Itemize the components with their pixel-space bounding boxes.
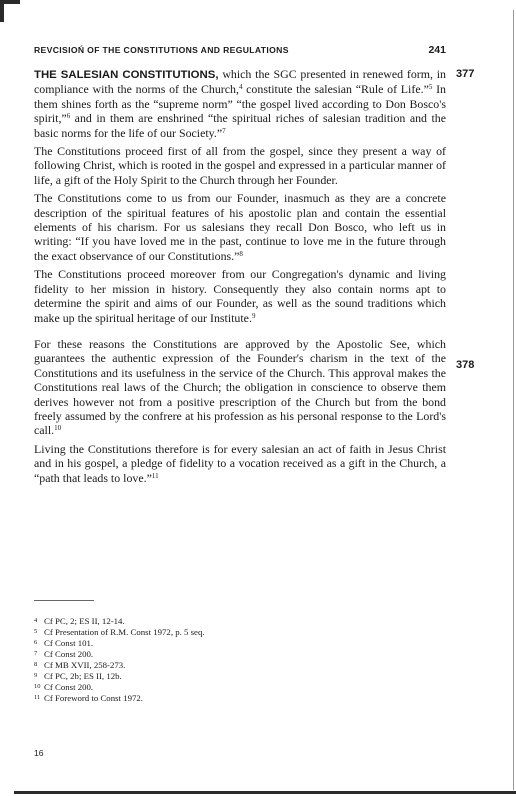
margin-number-377: 377 [456, 68, 475, 80]
paragraph-text: and in them are enshrined “the spiritual riches of salesian tradition and the basic norms for the life of our Society.” [34, 111, 446, 140]
footnote-text: Cf PC, 2b; ES II, 12b. [44, 671, 122, 681]
footnote [34, 616, 446, 627]
footnote [34, 627, 446, 638]
paragraph-text: The Constitutions proceed moreover from our Congregation's dynamic and living fidelity to her mission in history. Consequently they also contain norms apt to determine the spirit and aims of our Founder, as well as the sound traditions which make up the spiritual heritage of our Institute. [34, 267, 446, 325]
footnote [34, 660, 446, 671]
footnote-text: Cf PC, 2; ES II, 12-14. [44, 616, 125, 626]
footnote [34, 649, 446, 660]
footnote-mark: 8 [34, 661, 38, 668]
footnote [34, 638, 446, 649]
footnote-ref[interactable]: 11 [151, 471, 159, 480]
paragraph-1 [34, 67, 446, 140]
paragraph-lead: THE SALESIAN CONSTITUTIONS, [34, 69, 219, 81]
footnotes [34, 616, 446, 704]
footnote-ref[interactable]: 5 [428, 83, 433, 92]
footnote-text: Cf Foreword to Const 1972. [44, 693, 143, 703]
page-number: 241 [428, 44, 446, 56]
body-text [34, 67, 446, 489]
paragraph-2: The Constitutions proceed first of all from the gospel, since they present a way of following Christ, which is rooted in the gospel and expressed in a particular manner of life, a gift of the Holy Spirit to the Church through her Founder. [34, 144, 446, 187]
footnote-mark: 9 [34, 672, 38, 679]
footnote-mark: 5 [34, 628, 38, 635]
footnote-ref[interactable]: 6 [66, 112, 71, 121]
footnote-ref[interactable]: 9 [251, 311, 256, 320]
paragraph-text: For these reasons the Constitutions are approved by the Apostolic See, which guarantees the authentic expression of the Founder's charism in the text of the Constitutions and its usefulness in the service of the Church. This approval makes the Constitutions real laws of the Church; the obligation in conscience to observe them derives however not from a positive prescription of the Church but from the bond freely assumed by the confrere at his profession as his personal response to the Lord's call. [34, 336, 446, 438]
scan-border-top [0, 0, 20, 4]
footnote-mark: 11 [34, 694, 41, 701]
footnote-ref[interactable]: 7 [222, 126, 226, 135]
folio-number: 16 [34, 748, 44, 758]
footnote [34, 671, 446, 682]
footnote-ref[interactable]: 10 [54, 424, 62, 433]
paragraph-5 [34, 337, 446, 438]
paragraph-text: Living the Constitutions therefore is for every salesian an act of faith in Jesus Christ and in his gospel, a pledge of fidelity to a vocation received as a gift in the Church, a “path that leads to love.” [34, 441, 446, 485]
footnote-ref[interactable]: 4 [238, 83, 243, 92]
footnote-text: Cf Presentation of R.M. Const 1972, p. 5 seq. [44, 627, 205, 637]
footnote-text: Cf MB XVII, 258-273. [44, 660, 126, 670]
footnote [34, 682, 446, 693]
footnote-mark: 6 [34, 639, 38, 646]
running-head [34, 44, 446, 56]
scan-border-right [513, 10, 514, 790]
paragraph-3 [34, 191, 446, 263]
running-head-title: REVCISIOŃ OF THE CONSTITUTIONS AND REGULATIONS [34, 45, 289, 55]
footnote-mark: 7 [34, 650, 38, 657]
footnote-mark: 4 [34, 617, 38, 624]
footnote-ref[interactable]: 8 [239, 249, 243, 258]
footnote-text: Cf Const 200. [44, 682, 94, 692]
paragraph-text: The Constitutions come to us from our Founder, inasmuch as they are a concrete description of the spiritual features of his apostolic plan and contain the essential elements of his charism. For us salesians they recall Don Bosco, who left us in writing: “If you have loved me in the past, continue to love me in the future through the exact observance of our Constitutions.” [34, 191, 446, 263]
paragraph-6 [34, 442, 446, 485]
margin-number-378: 378 [456, 359, 475, 371]
footnote-divider [34, 600, 94, 601]
paragraph-text: constitute the salesian “Rule of Life.” [242, 82, 429, 97]
paragraph-text: In them shines forth as the “supreme norm” “the gospel lived according to Don Bosco's spirit,” [34, 82, 446, 126]
footnote-text: Cf Const 101. [44, 638, 94, 648]
paragraph-4 [34, 267, 446, 325]
scan-border-bottom [14, 791, 516, 794]
footnote-mark: 10 [34, 683, 41, 690]
footnote [34, 693, 446, 704]
footnote-text: Cf Const 200. [44, 649, 94, 659]
paragraph-text: which the SGC presented in renewed form, in compliance with the norms of the Church, [34, 67, 446, 97]
